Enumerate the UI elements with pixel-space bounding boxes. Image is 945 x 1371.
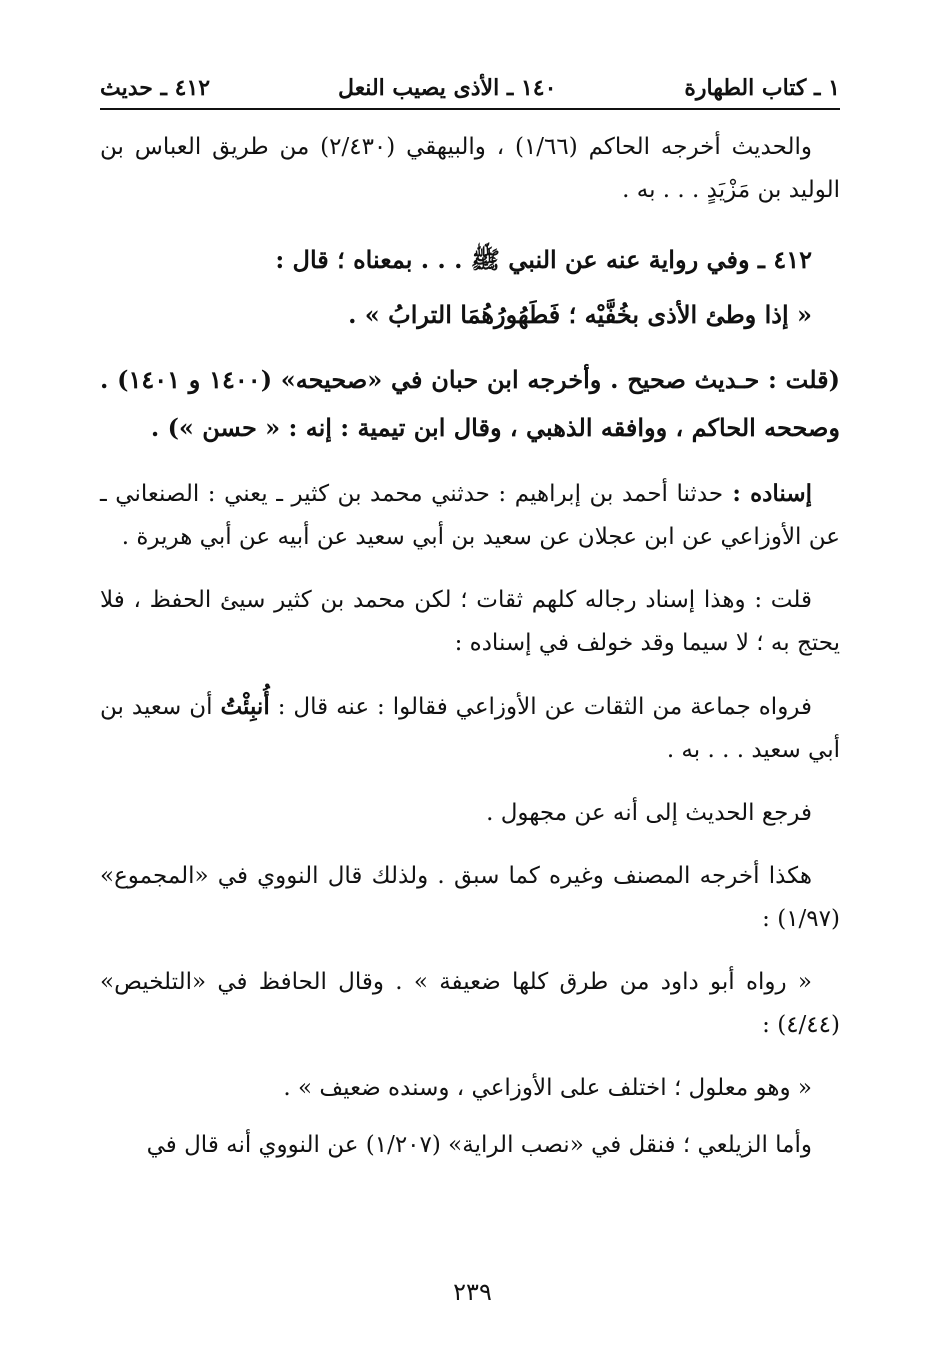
- paragraph-abu-dawud-quote: « رواه أبو داود من طرق كلها ضعيفة » . وقال الحافظ في «التلخيص» (٤/٤٤) :: [100, 969, 840, 1038]
- paragraph-zaylai: وأما الزيلعي ؛ فنقل في «نصب الراية» (١/٢٠٧) عن النووي أنه قال في: [146, 1132, 812, 1158]
- paragraph-variant-chain: [100, 685, 840, 772]
- header-divider: [100, 108, 840, 110]
- header-book-title: ١ ـ كتاب الطهارة: [684, 75, 840, 101]
- variant-chain-emphasis: أُنبِئْتُ: [220, 693, 270, 720]
- isnad-label: إسناده :: [723, 480, 812, 507]
- paragraph-critique: قلت : وهذا إسناد رجاله كلهم ثقات ؛ لكن محمد بن كثير سيئ الحفظ ، فلا يحتج به ؛ لا سيما وقد خولف في إسناده :: [100, 587, 840, 656]
- paragraph-nawawi: هكذا أخرجه المصنف وغيره كما سبق . ولذلك قال النووي في «المجموع» (١/٩٧) :: [100, 863, 840, 932]
- variant-chain-a: فرواه جماعة من الثقات عن الأوزاعي فقالوا : عنه قال :: [269, 694, 812, 720]
- header-chapter-title: ١٤٠ ـ الأذى يصيب النعل: [338, 75, 557, 101]
- hadith-text: « إذا وطئ الأذى بخُفَّيْه ؛ فَطَهُورُهُمَا الترابُ » .: [348, 300, 812, 329]
- variant-chain-c: أن سعيد بن أبي سعيد . . . به .: [100, 694, 840, 763]
- running-header: [100, 68, 840, 108]
- hadith-heading: ٤١٢ ـ وفي رواية عنه عن النبي ﷺ . . . بمعناه ؛ قال :: [275, 245, 812, 274]
- paragraph-takhrij: والحديث أخرجه الحاكم (١/٦٦) ، والبيهقي (٢/٤٣٠) من طريق العباس بن الوليد بن مَزْيَدٍ . . . به .: [100, 134, 840, 203]
- paragraph-isnad: [100, 472, 840, 559]
- header-hadith-number: ٤١٢ ـ حديث: [100, 75, 211, 101]
- grading-note: (قلت : حـديث صحيح . وأخرجه ابن حبان في «صحيحه» (١٤٠٠ و ١٤٠١) . وصححه الحاكم ، ووافقه الذهبي ، وقال ابن تيمية : إنه : « حسن ») .: [100, 365, 840, 442]
- paragraph-conclusion: فرجع الحديث إلى أنه عن مجهول .: [486, 800, 812, 826]
- paragraph-hafiz-quote: « وهو معلول ؛ اختلف على الأوزاعي ، وسنده ضعيف » .: [283, 1075, 812, 1101]
- isnad-text: حدثنا أحمد بن إبراهيم : حدثني محمد بن كثير ـ يعني : الصنعاني ـ عن الأوزاعي عن ابن عجلان عن سعيد بن أبي سعيد عن أبيه عن أبي هريرة .: [100, 481, 840, 550]
- page-body: [100, 126, 840, 1167]
- page-number: ٢٣٩: [453, 1278, 492, 1306]
